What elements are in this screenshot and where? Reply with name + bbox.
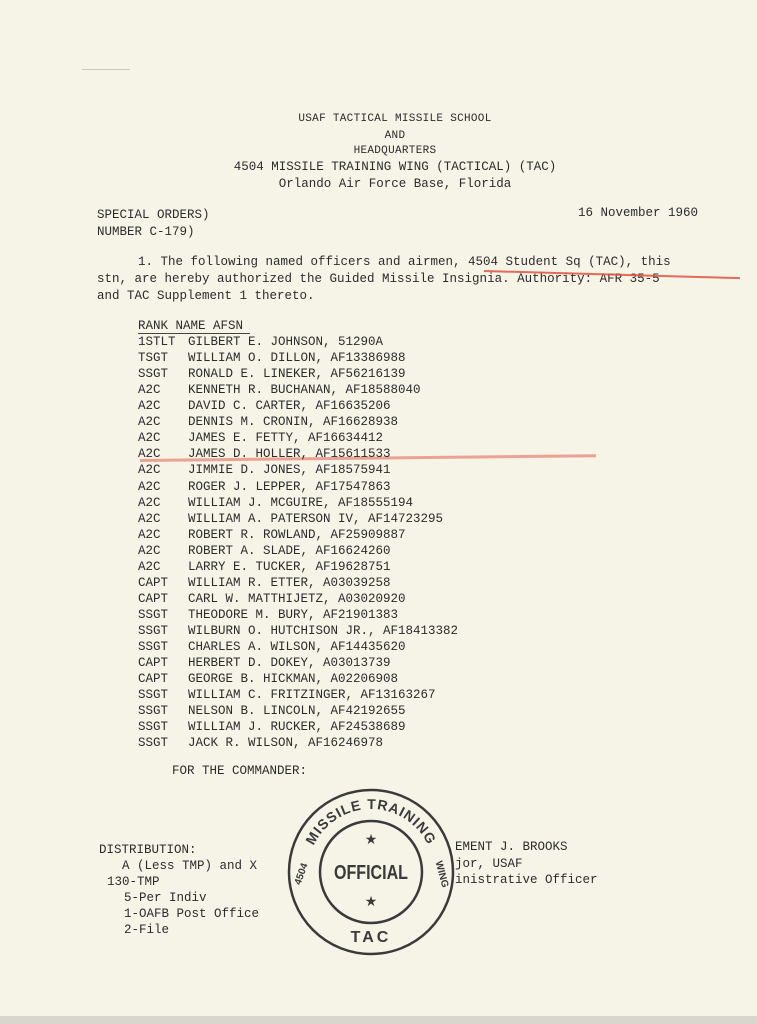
roster-row	[138, 641, 406, 654]
roster-rank: A2C	[138, 463, 161, 478]
roster-row	[138, 689, 436, 702]
paragraph-line-3: and TAC Supplement 1 thereto.	[97, 289, 315, 303]
roster-row	[138, 625, 458, 638]
stamp-right-text: WING	[432, 859, 451, 889]
roster-rank: A2C	[138, 511, 161, 526]
roster-rank: A2C	[138, 495, 161, 510]
roster-rank: A2C	[138, 415, 161, 430]
stamp-bottom-text: TAC	[350, 929, 392, 946]
roster-rank: SSGT	[138, 720, 169, 735]
roster-row	[138, 609, 398, 622]
roster-row	[138, 352, 406, 365]
roster-entry: WILLIAM J. MCGUIRE, AF18555194	[188, 495, 414, 510]
roster-row	[138, 448, 391, 461]
roster-entry: JACK R. WILSON, AF16246978	[188, 736, 384, 751]
for-the-commander: FOR THE COMMANDER:	[172, 764, 308, 778]
roster-row	[138, 400, 391, 413]
star-icon: ★	[364, 894, 378, 910]
roster-header: RANK NAME AFSN	[138, 319, 244, 333]
roster-rank: A2C	[138, 527, 161, 542]
roster-rank: SSGT	[138, 736, 169, 751]
roster-row	[138, 432, 383, 445]
roster-entry: LARRY E. TUCKER, AF19628751	[188, 559, 391, 574]
paragraph-line-1: 1. The following named officers and airmen, 4504 Student Sq (TAC), this	[138, 255, 671, 269]
official-stamp	[286, 787, 456, 957]
signer-name: EMENT J. BROOKS	[455, 840, 568, 854]
roster-entry: WILLIAM J. RUCKER, AF24538689	[188, 720, 406, 735]
roster-row	[138, 368, 406, 381]
roster-entry: DENNIS M. CRONIN, AF16628938	[188, 415, 399, 430]
header-line-5: Orlando Air Force Base, Florida	[278, 177, 512, 191]
roster-entry: WILLIAM O. DILLON, AF13386988	[188, 351, 406, 366]
roster-row	[138, 464, 391, 477]
roster-entry: CHARLES A. WILSON, AF14435620	[188, 640, 406, 654]
stamp-left-text: 4504	[292, 861, 311, 887]
signer-title: inistrative Officer	[455, 873, 598, 887]
roster-row	[138, 705, 406, 718]
roster-entry: JIMMIE D. JONES, AF18575941	[188, 463, 391, 478]
roster-row	[138, 721, 406, 734]
roster-rank: A2C	[138, 479, 161, 494]
roster-header-underline	[138, 333, 250, 334]
roster-row	[138, 577, 391, 590]
header-line-1: USAF TACTICAL MISSILE SCHOOL	[298, 113, 492, 125]
roster-row	[138, 336, 383, 349]
roster-row	[138, 529, 406, 542]
roster-entry: WILLIAM R. ETTER, A03039258	[188, 575, 391, 590]
roster-rank: A2C	[138, 447, 161, 462]
roster-rank: TSGT	[138, 351, 169, 366]
roster-row	[138, 657, 391, 670]
roster-entry: JAMES D. HOLLER, AF15611533	[188, 447, 391, 462]
roster-entry: ROBERT R. ROWLAND, AF25909887	[188, 527, 406, 542]
roster-row	[138, 561, 391, 574]
roster-entry: HERBERT D. DOKEY, A03013739	[188, 656, 391, 670]
roster-rank: CAPT	[138, 672, 169, 686]
distribution-item: A (Less TMP) and X	[122, 859, 258, 873]
roster-rank: CAPT	[138, 591, 169, 606]
roster-rank: A2C	[138, 543, 161, 558]
roster-rank: SSGT	[138, 688, 169, 703]
order-date: 16 November 1960	[578, 206, 699, 220]
distribution-item: 2-File	[124, 923, 170, 937]
roster-entry: THEODORE M. BURY, AF21901383	[188, 607, 399, 622]
roster-entry: GILBERT E. JOHNSON, 51290A	[188, 335, 384, 349]
roster-entry: ROBERT A. SLADE, AF16624260	[188, 543, 391, 558]
roster-entry: NELSON B. LINCOLN, AF42192655	[188, 704, 406, 719]
roster-entry: WILLIAM C. FRITZINGER, AF13163267	[188, 688, 436, 703]
distribution-title: DISTRIBUTION:	[99, 843, 197, 857]
roster-rank: A2C	[138, 399, 161, 414]
distribution-item: 1-OAFB Post Office	[124, 907, 260, 921]
roster-entry: DAVID C. CARTER, AF16635206	[188, 399, 391, 414]
roster-rank: SSGT	[138, 607, 169, 622]
roster-row	[138, 673, 398, 686]
roster-rank: SSGT	[138, 623, 169, 638]
header-line-4: 4504 MISSILE TRAINING WING (TACTICAL) (TAC)	[233, 160, 557, 174]
special-orders-label: SPECIAL ORDERS)	[97, 208, 210, 222]
roster-entry: KENNETH R. BUCHANAN, AF18588040	[188, 383, 421, 398]
roster-entry: RONALD E. LINEKER, AF56216139	[188, 367, 406, 382]
star-icon: ★	[364, 832, 378, 848]
roster-rank: SSGT	[138, 640, 169, 654]
roster-rank: 1STLT	[138, 335, 176, 349]
roster-entry: CARL W. MATTHIJETZ, A03020920	[188, 591, 406, 606]
roster-row	[138, 497, 413, 510]
scan-edge	[0, 1016, 757, 1024]
header-line-3: HEADQUARTERS	[353, 145, 437, 157]
roster-row	[138, 513, 443, 526]
header-line-2: AND	[384, 130, 406, 142]
roster-row	[138, 481, 391, 494]
roster-row	[138, 737, 383, 750]
stamp-center-text: OFFICIAL	[334, 862, 408, 884]
distribution-item: 5-Per Indiv	[124, 891, 207, 905]
roster-entry: ROGER J. LEPPER, AF17547863	[188, 479, 391, 494]
roster-row	[138, 416, 398, 429]
roster-entry: GEORGE B. HICKMAN, A02206908	[188, 672, 399, 686]
roster-row	[138, 545, 391, 558]
paragraph-line-2: stn, are hereby authorized the Guided Missile Insignia. Authority: AFR 35-5	[97, 272, 660, 286]
roster-rank: A2C	[138, 383, 161, 398]
page-mark	[82, 69, 130, 70]
roster-entry: WILBURN O. HUTCHISON JR., AF18413382	[188, 623, 459, 638]
roster-row	[138, 384, 421, 397]
roster-rank: A2C	[138, 431, 161, 446]
roster-entry: JAMES E. FETTY, AF16634412	[188, 431, 384, 446]
signer-rank: jor, USAF	[455, 857, 523, 871]
roster-rank: A2C	[138, 559, 161, 574]
roster-rank: CAPT	[138, 656, 169, 670]
distribution-item: 130-TMP	[107, 875, 160, 889]
order-number: NUMBER C-179)	[97, 225, 195, 239]
roster-row	[138, 593, 406, 606]
roster-rank: CAPT	[138, 575, 169, 590]
roster-rank: SSGT	[138, 704, 169, 719]
stamp-top-text: MISSILE TRAINING	[302, 795, 440, 848]
roster-rank: SSGT	[138, 367, 169, 382]
roster-entry: WILLIAM A. PATERSON IV, AF14723295	[188, 511, 444, 526]
